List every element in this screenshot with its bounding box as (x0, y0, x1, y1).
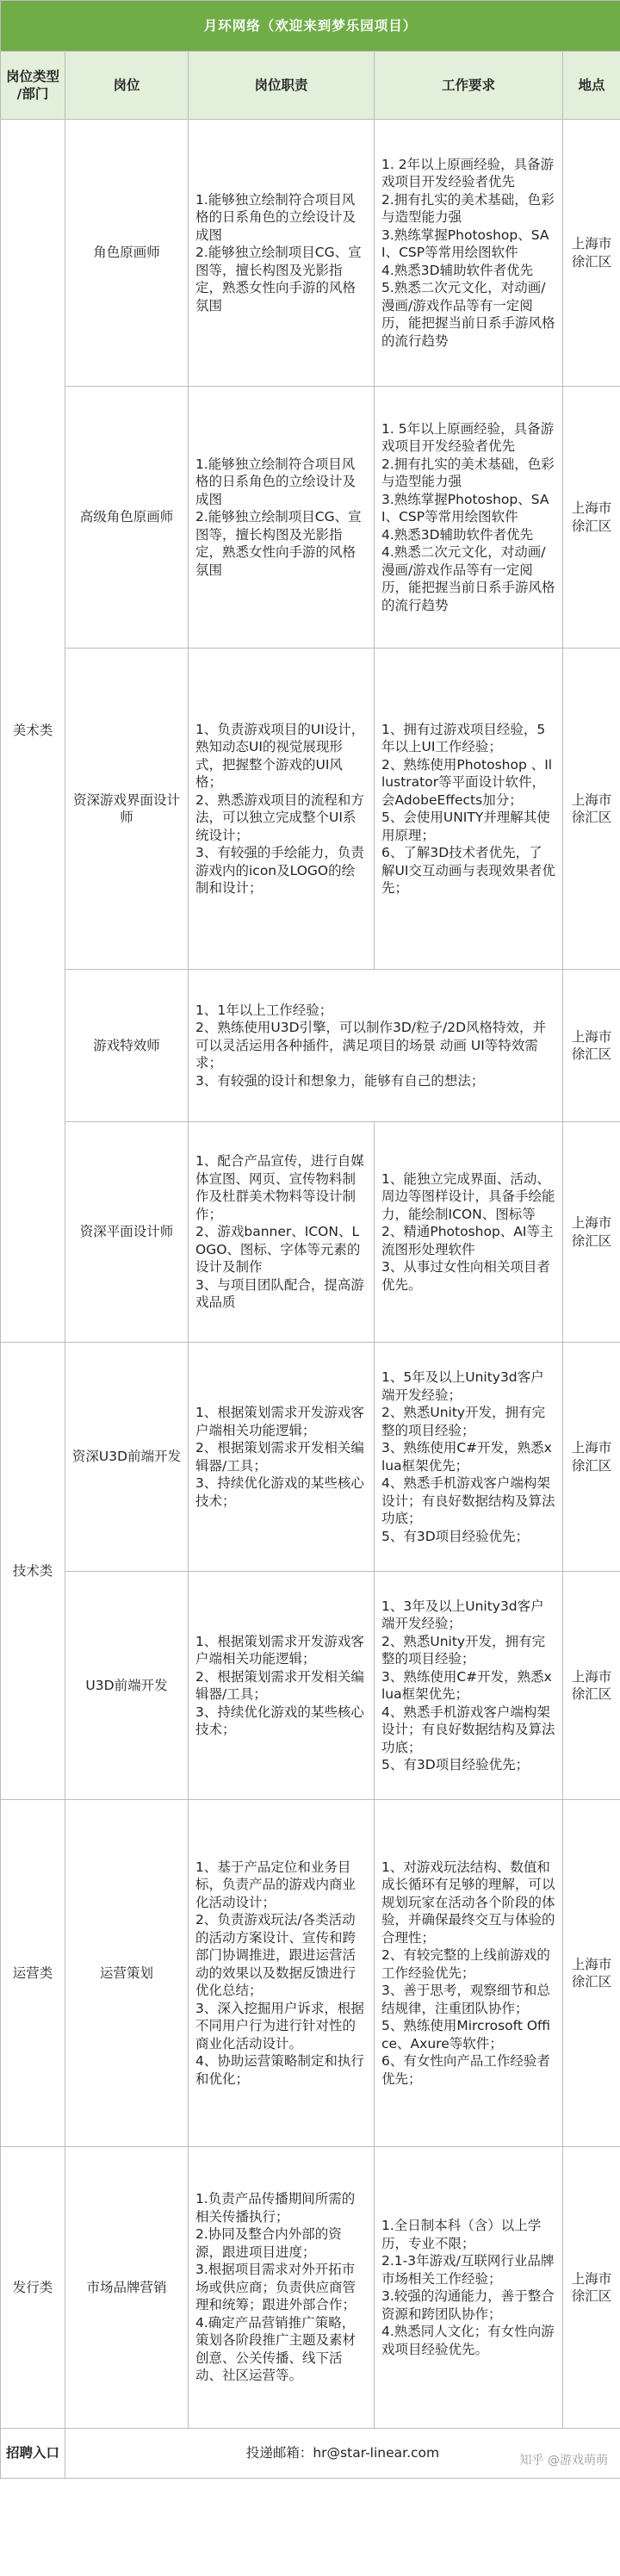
position-cell: 高级角色原画师 (65, 387, 189, 649)
position-cell: 资深平面设计师 (65, 1122, 189, 1343)
duty-line: 1.能够独立绘制符合项目风格的日系角色的立绘设计及成图 (195, 456, 356, 507)
title-row (1, 1, 620, 52)
duty-line: 2.能够独立绘制项目CG、宣图等，擅长构图及光影指定，熟悉女性向手游的风格氛围 (195, 509, 362, 578)
watermark: 知乎 @游戏萌萌 (519, 2453, 608, 2467)
location-cell: 上海市徐汇区 (563, 387, 620, 649)
requirement-line: 1、3年及以上Unity3d客户端开发经验； (381, 1598, 544, 1631)
requirement-line: 4.熟悉同人文化；有女性向游戏项目经验优先。 (381, 2324, 555, 2357)
location-cell: 上海市徐汇区 (563, 1122, 620, 1343)
requirements-cell (375, 120, 563, 387)
header-duties: 岗位职责 (189, 52, 375, 120)
requirement-line: 2、有较完整的上线前游戏的工作经验优先； (381, 1947, 550, 1981)
requirement-line: 1、对游戏玩法结构、数值和成长循环有足够的理解，可以规划玩家在活动各个阶段的体验，并确保最终交互与体验的合理性； (381, 1859, 555, 1946)
duty-line: 1.能够独立绘制符合项目风格的日系角色的立绘设计及成图 (195, 191, 356, 243)
requirement-line: 2.拥有扎实的美术基础，色彩与造型能力强 (381, 456, 555, 490)
position-cell: 市场品牌营销 (65, 2147, 189, 2429)
header-requirements: 工作要求 (375, 52, 563, 120)
duty-line: 1、基于产品定位和业务目标，负责产品的游戏内商业化活动设计； (195, 1859, 356, 1910)
requirement-line: 2.拥有扎实的美术基础，色彩与造型能力强 (381, 191, 555, 226)
requirement-line: 5、有3D项目经验优先； (381, 1528, 530, 1544)
requirement-line: 2.1-3年游戏/互联网行业品牌市场相关工作经验； (381, 2253, 555, 2287)
requirement-line: 6、有女性向产品工作经验者优先； (381, 2053, 550, 2087)
category-cell: 发行类 (1, 2147, 65, 2429)
requirement-line: 1.全日制本科（含）以上学历，专业不限； (381, 2218, 542, 2251)
duty-line: 1、根据策划需求开发游戏客户端相关功能逻辑； (195, 1633, 364, 1667)
requirement-line: 4.熟悉3D辅助软件者优先 (381, 526, 534, 543)
requirement-line: 3、熟练使用C#开发，熟悉xlua框架优先； (381, 1668, 552, 1702)
requirement-line: 5.熟悉二次元文化，对动画/漫画/游戏作品等有一定阅历，能把握当前日系手游风格的流行趋势 (381, 280, 555, 349)
duties-cell (189, 1343, 375, 1572)
position-cell: 资深游戏界面设计师 (65, 649, 189, 970)
category-cell: 技术类 (1, 1343, 65, 1800)
requirements-cell (375, 1122, 563, 1343)
requirement-line: 1. 5年以上原画经验，具备游戏项目开发经验者优先 (381, 420, 555, 455)
duty-line: 1、负责游戏项目的UI设计，熟知动态UI的视觉展现形式，把握整个游戏的UI风格； (195, 721, 365, 790)
table-row (1, 1343, 620, 1572)
duty-line: 3、有较强的设计和想象力，能够有自己的想法； (195, 1072, 485, 1089)
footer-row (1, 2429, 620, 2479)
requirement-line: 4、熟悉手机游戏客户端构架设计；有良好数据结构及算法功底； (381, 1704, 555, 1755)
requirement-line: 4.熟悉3D辅助软件者优先 (381, 262, 534, 278)
duty-line: 3、与项目团队配合，提高游戏品质 (195, 1276, 364, 1311)
location-cell: 上海市徐汇区 (563, 120, 620, 387)
position-cell: 角色原画师 (65, 120, 189, 387)
position-cell: 运营策划 (65, 1800, 189, 2147)
duty-line: 4.确定产品营销推广策略，策划各阶段推广主题及素材创意、公关传播、线下活动、社区运营等。 (195, 2314, 356, 2384)
requirement-line: 3、熟练使用C#开发，熟悉xlua框架优先； (381, 1440, 552, 1474)
header-position: 岗位 (65, 52, 189, 120)
duty-line: 2.协同及整合内外部的资源，跟进项目进度； (195, 2226, 342, 2260)
table-row (1, 387, 620, 649)
duties-cell (189, 120, 375, 387)
requirement-line: 2、熟练使用Photoshop 、Illustrator等平面设计软件，会AdobeEffects加分； (381, 756, 553, 808)
table-row (1, 649, 620, 970)
requirements-cell (375, 1343, 563, 1572)
table-row (1, 120, 620, 387)
header-category: 岗位类型 /部门 (1, 52, 65, 120)
duty-line: 1、根据策划需求开发游戏客户端相关功能逻辑； (195, 1405, 364, 1438)
page-title: 月环网络（欢迎来到梦乐园项目） (1, 1, 620, 52)
requirement-line: 5、有3D项目经验优先； (381, 1757, 530, 1772)
header-location: 地点 (563, 52, 620, 120)
table-row (1, 970, 620, 1122)
requirement-line: 2、熟悉Unity开发，拥有完整的项目经验； (381, 1405, 546, 1438)
duty-line: 1、配合产品宣传，进行自媒体宣图、网页、宣传物料制作及杜群美术物料等设计制作； (195, 1153, 364, 1222)
requirements-cell (375, 2147, 563, 2429)
duty-line: 3.根据项目需求对外开拓市场或供应商；负责供应商管理和统筹；跟进外部合作； (195, 2262, 356, 2313)
requirement-line: 1、拥有过游戏项目经验，5年以上UI工作经验； (381, 721, 546, 754)
duties-cell (189, 2147, 375, 2429)
duties-cell (189, 1122, 375, 1343)
requirement-line: 1、能独立完成界面、活动、周边等图样设计，具备手绘能力，能绘制ICON、图标等 (381, 1170, 555, 1222)
apply-email-text[interactable]: 投递邮箱：hr@star-linear.com (245, 2445, 440, 2461)
requirement-line: 3.较强的沟通能力，善于整合资源和跨团队协作； (381, 2288, 555, 2322)
table-row (1, 1572, 620, 1800)
category-cell: 运营类 (1, 1800, 65, 2147)
duty-line: 2、熟练使用U3D引擎，可以制作3D/粒子/2D风格特效，并可以灵活运用各种插件，满足项目的场景 动画 UI等特效需求； (195, 1020, 547, 1071)
apply-email (65, 2429, 620, 2479)
location-cell: 上海市徐汇区 (563, 1343, 620, 1572)
duty-line: 3、有较强的手绘能力，负责游戏内的icon及LOGO的绘制和设计； (195, 845, 364, 896)
duty-line: 3、深入挖掘用户诉求，根据不同用户行为进行针对性的商业化活动设计。 (195, 2000, 364, 2051)
requirement-line: 4.熟悉二次元文化，对动画/漫画/游戏作品等有一定阅历，能把握当前日系手游风格的流行趋势 (381, 544, 555, 613)
requirement-line: 3.熟练掌握Photoshop、SAI、CSP等常用绘图软件 (381, 491, 549, 525)
duties-cell (189, 649, 375, 970)
category-cell: 美术类 (1, 120, 65, 1343)
table-row (1, 1800, 620, 2147)
requirement-line: 2、熟悉Unity开发，拥有完整的项目经验； (381, 1633, 546, 1667)
duty-line: 2、游戏banner、ICON、LOGO、图标、字体等元素的设计及制作 (195, 1224, 361, 1276)
duty-line: 3、持续优化游戏的某些核心技术； (195, 1475, 364, 1509)
location-cell: 上海市徐汇区 (563, 1572, 620, 1800)
duty-line: 2、根据策划需求开发相关编辑器/工具； (195, 1668, 364, 1702)
requirement-line: 3、善于思考，观察细节和总结规律，注重团队协作； (381, 1983, 550, 2016)
duty-line: 3、持续优化游戏的某些核心技术； (195, 1704, 364, 1737)
table-row (1, 1122, 620, 1343)
duties-cell (189, 387, 375, 649)
requirements-cell (375, 1572, 563, 1800)
position-cell: 游戏特效师 (65, 970, 189, 1122)
location-cell: 上海市徐汇区 (563, 2147, 620, 2429)
requirement-line: 3、从事过女性向相关项目者优先。 (381, 1259, 550, 1293)
requirement-line: 1. 2年以上原画经验，具备游戏项目开发经验者优先 (381, 156, 555, 190)
table-row (1, 2147, 620, 2429)
requirements-cell (375, 649, 563, 970)
duty-line: 2、根据策划需求开发相关编辑器/工具； (195, 1440, 364, 1474)
position-cell: 资深U3D前端开发 (65, 1343, 189, 1572)
requirement-line: 5、熟练使用Mircrosoft Office、Axure等软件； (381, 2018, 551, 2051)
duty-line: 1.负责产品传播期间所需的相关传播执行； (195, 2191, 356, 2225)
requirement-line: 4、熟悉手机游戏客户端构架设计；有良好数据结构及算法功底； (381, 1475, 555, 1526)
requirement-line: 6、了解3D技术者优先，了解UI交互动画与表现效果者优先； (381, 845, 555, 896)
duties-cell (189, 1572, 375, 1800)
duty-line: 2、熟悉游戏项目的流程和方法，可以独立完成整个UI系统设计； (195, 791, 364, 843)
position-cell: U3D前端开发 (65, 1572, 189, 1800)
duty-line: 1、1年以上工作经验； (195, 1002, 333, 1018)
requirement-line: 3.熟练掌握Photoshop、SAI、CSP等常用绘图软件 (381, 227, 549, 261)
location-cell: 上海市徐汇区 (563, 970, 620, 1122)
requirement-line: 5、会使用UNITY并理解其使用原理； (381, 810, 550, 843)
location-cell: 上海市徐汇区 (563, 649, 620, 970)
duty-line: 2、负责游戏玩法/各类活动的活动方案设计、宣传和跨部门协调推进，跟进运营活动的效果以及数据反馈进行优化总结； (195, 1912, 356, 1999)
duties-cell (189, 1800, 375, 2147)
duty-line: 4、协助运营策略制定和执行和优化； (195, 2053, 364, 2087)
duty-line: 2.能够独立绘制项目CG、宣图等，擅长构图及光影指定，熟悉女性向手游的风格氛围 (195, 245, 362, 313)
duties-cell (189, 970, 563, 1122)
location-cell: 上海市徐汇区 (563, 1800, 620, 2147)
requirements-cell (375, 387, 563, 649)
requirement-line: 2、精通Photoshop、AI等主流图形处理软件 (381, 1224, 554, 1257)
requirements-cell (375, 1800, 563, 2147)
requirement-line: 1、5年及以上Unity3d客户端开发经验； (381, 1369, 544, 1403)
recruit-entry-label: 招聘入口 (1, 2429, 65, 2479)
header-row (1, 52, 620, 120)
